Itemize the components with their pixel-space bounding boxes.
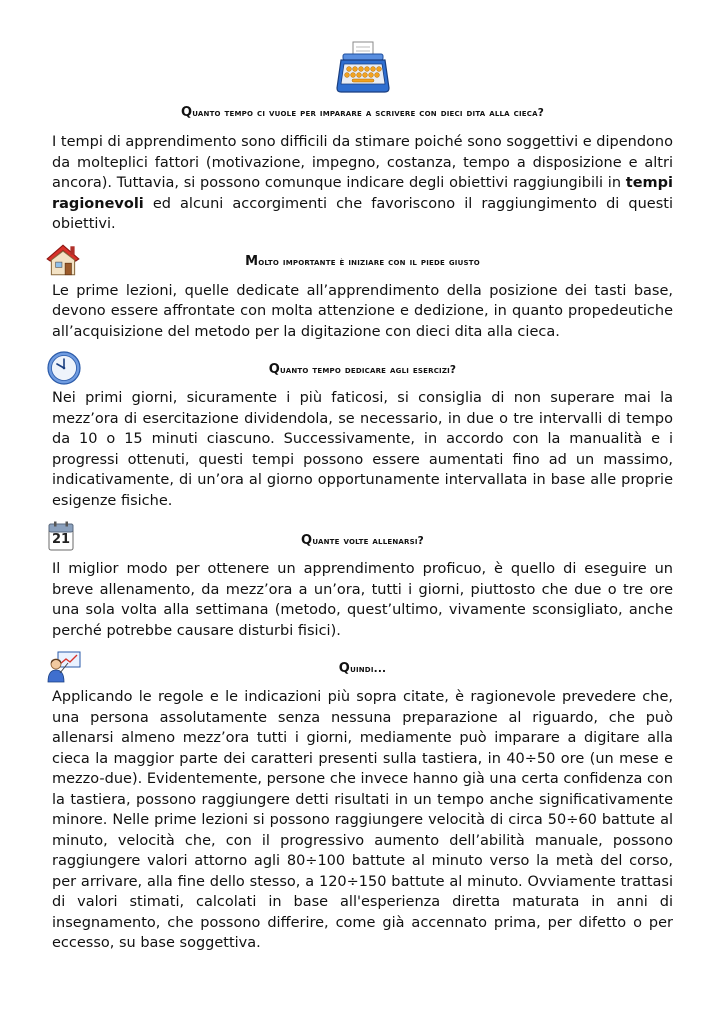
section-heading-conclusion [52,649,673,687]
section-title-time: Quanto tempo dedicare agli esercizi? [268,361,457,377]
section-text-start: Le prime lezioni, quelle dedicate all’apprendimento della posizione dei tasti base, devono essere affrontate con molta attenzione e dedizione, in quanto propedeutiche all’acquisizione del metodo per la digitazione con dieci dita alla cieca. [52,282,673,340]
section-heading-time [52,350,673,388]
main-heading: Quanto tempo ci vuole per imparare a scrivere con dieci dita alla cieca? [180,105,545,120]
section-title-frequency: Quante volte allenarsi? [301,532,424,548]
section-title-conclusion: Quindi... [338,660,387,676]
section-text-frequency: Il miglior modo per ottenere un apprendimento proficuo, è quello di eseguire un breve allenamento, da mezz’ora a un’ora, tutti i giorni, piuttosto che due o tre ore una sola volta alla settimana (metodo, quest’ultimo, vivamente sconsigliato, anche perché potrebbe causare disturbi fisici). [52,561,673,639]
section-text-conclusion: Applicando le regole e le indicazioni più sopra citate, è ragionevole prevedere che, una persona assolutamente senza nessuna preparazione al riguardo, che può allenarsi almeno mezz’ora tutti i giorni, mediamente può imparare a digitare alla cieca la maggior parte dei caratteri presenti sulla tastiera, in 40÷50 ore (un mese e mezzo-due). Evidentemente, persone che invece hanno già una certa confidenza con la tastiera, possono raggiungere detti risultati in un tempo anche significativamente minore. Nelle prime lezioni si possono raggiungere velocità di circa 50÷60 battute al minuto, velocità che, con il progressivo aumento dell’abilità manuale, possono raggiungere valori attorno agli 80÷100 battute al minuto verso la metà del corso, per arrivare, alla fine dello stesso, a 120÷150 battute al minuto. Ovviamente trattasi di valori stimati, calcolati in base all'esperienza diretta maturata in anni di insegnamento, che possono differire, come già accennato prima, per difetto o per eccesso, su base soggettiva. [52,689,673,951]
section-title-start: Molto importante è iniziare con il piede giusto [245,254,480,269]
home-icon [44,241,82,279]
typewriter-icon [335,40,391,96]
user-presentation-icon [46,649,82,685]
section-heading-start [52,243,673,281]
section-heading-frequency [52,521,673,559]
document-page [52,40,673,954]
intro-bold-phrase: tempi ragionevoli [52,175,673,212]
intro-paragraph: I tempi di apprendimento sono difficili da stimare poiché sono soggettivi e dipendono da molteplici fattori (motivazione, impegno, costanza, tempo a disposizione e altri ancora). Tuttavia, si possono comunque indicare degli obiettivi raggiungibili in tempi ragionevoli ed alcuni accorgimenti che favoriscono il raggiungimento di questi obiettivi. [52,134,673,232]
clock-icon [46,350,82,386]
calendar-day: 21 [51,532,71,547]
section-text-time: Nei primi giorni, sicuramente i più faticosi, si consiglia di non superare mai la mezz’ora di esercitazione dividendola, se necessario, in due o tre intervalli di tempo da 10 o 15 minuti ciascuno. Successivamente, in accordo con la manualità e i progressi ottenuti, questi tempi possono essere aumentati fino ad un massimo, indicativamente, di un’ora al giorno opportunamente intervallata in base alle proprie esigenze fisiche. [52,390,673,509]
calendar-icon [48,521,74,551]
